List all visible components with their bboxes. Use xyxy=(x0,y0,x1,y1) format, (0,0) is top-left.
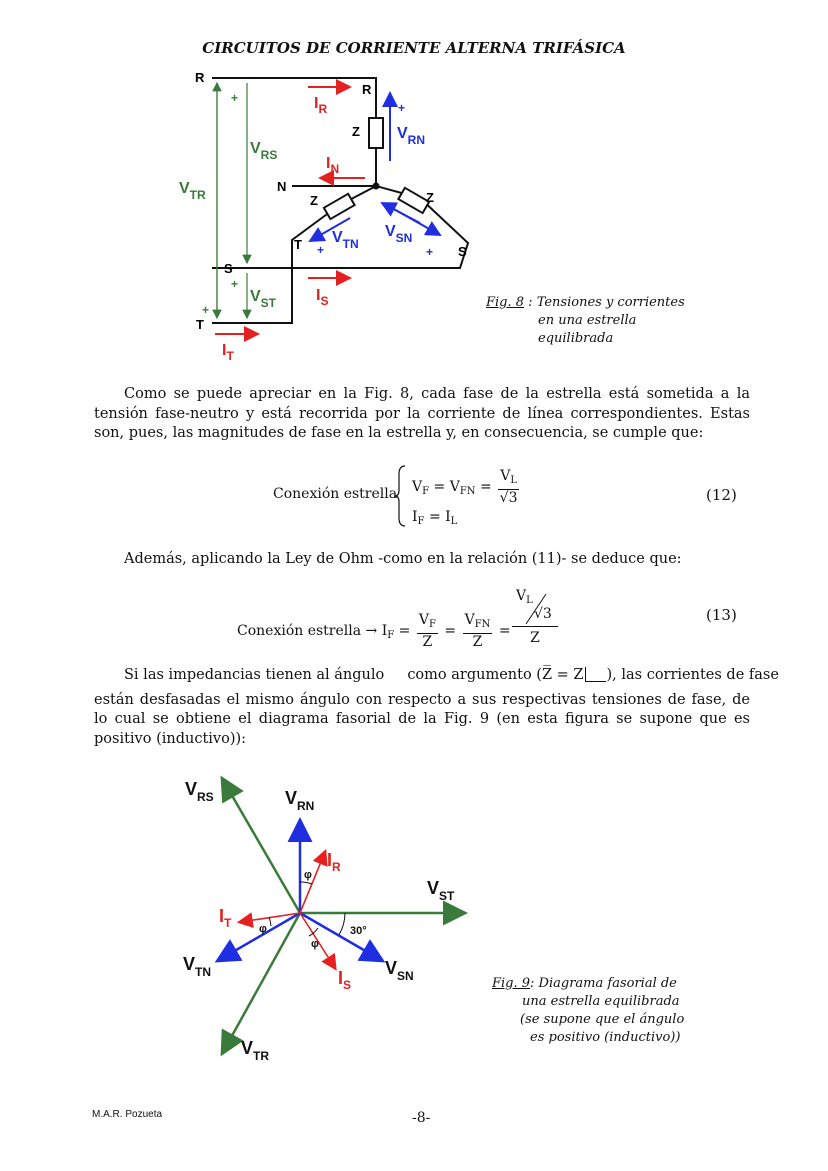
f9-vst: $V_{ST}$ xyxy=(427,878,455,903)
eq12-line1: $V_F = V_{FN}$ = $\frac{V_L}{√3}$ xyxy=(412,468,518,506)
paragraph-2: Además, aplicando la Ley de Ohm -como en la relación (11)- se deduce que: xyxy=(124,551,682,567)
impedance-r xyxy=(369,118,383,148)
f9-angle-30: 30° xyxy=(350,925,367,937)
f9-vsn: $V_{SN}$ xyxy=(385,958,414,983)
label-vsn: $V_{SN}$ xyxy=(385,223,413,245)
f9-ir: $I_R$ xyxy=(327,850,341,874)
label-z-s: Z xyxy=(426,190,434,205)
f9-is: $I_S$ xyxy=(338,968,352,992)
fig9-caption-ref: Fig. 9 xyxy=(492,976,531,991)
eq12-number: (12) xyxy=(706,486,737,504)
f9-phi-1: φ xyxy=(304,869,312,881)
fig8-caption-ref: Fig. 8 xyxy=(486,295,525,310)
label-vtn: $V_{TN}$ xyxy=(332,229,359,251)
node-t: T xyxy=(196,317,204,332)
fig8-caption: Fig. 8 : Tensiones y corrientes en una estrella equilibrada xyxy=(486,295,685,346)
paragraph-3: Si las impedancias tienen al ángulo como argumento (Z̅ = Z ), las corrientes de fase están desfasadas el mismo ángulo con respecto a sus respectivas tensiones de fase, de lo cual se obtiene el diagrama fasorial de la Fig. 9 (en esta figura se supone que es positivo (inductivo)): xyxy=(94,667,779,747)
f9-vtr: $V_{TR}$ xyxy=(241,1038,270,1063)
footer-author: M.A.R. Pozueta xyxy=(92,1109,163,1120)
label-z-t: Z xyxy=(310,193,318,208)
f9-vrs: $V_{RS}$ xyxy=(185,779,214,804)
label-it: $I_T$ xyxy=(222,342,234,363)
label-in: $I_N$ xyxy=(326,155,340,176)
f9-it: $I_T$ xyxy=(219,906,232,930)
f9-vrn: $V_{RN}$ xyxy=(285,788,315,813)
node-s2: S xyxy=(458,244,467,259)
node-n: N xyxy=(277,179,287,194)
eq12-line2: $I_F = I_L$ xyxy=(412,509,458,527)
node-r: R xyxy=(195,70,205,85)
f9-phi-2: φ xyxy=(311,938,319,950)
eq13-number: (13) xyxy=(706,606,737,624)
plus-4: + xyxy=(398,101,406,115)
label-is: $I_S$ xyxy=(316,287,329,308)
footer-page-number: -8- xyxy=(412,1110,431,1126)
label-vtr: $V_{TR}$ xyxy=(179,180,206,202)
fig9-phasor-diagram xyxy=(175,772,475,1072)
node-t2: T xyxy=(294,237,302,252)
node-r2: R xyxy=(362,82,372,97)
eq13-nested-fraction: $V_L$ √3 Z xyxy=(512,588,562,646)
page-header: CIRCUITOS DE CORRIENTE ALTERNA TRIFÁSICA xyxy=(202,39,626,57)
plus-5: + xyxy=(317,243,325,257)
impedance-t xyxy=(324,194,355,219)
label-vrn: $V_{RN}$ xyxy=(397,125,426,147)
node-s: S xyxy=(224,261,233,276)
f9-phi-3: φ xyxy=(259,923,267,935)
plus-3: + xyxy=(202,303,210,317)
plus-1: + xyxy=(231,91,239,105)
eq13-line: Conexión estrella → $I_F$ = $\frac{V_F}{Z}$ = $\frac{V_{FN}}{Z}$ = xyxy=(237,612,511,650)
label-vrs: $V_{RS}$ xyxy=(250,140,278,162)
impedance-s xyxy=(398,188,429,213)
label-z-r: Z xyxy=(352,124,360,139)
fig9-caption: Fig. 9: Diagrama fasorial de una estrella equilibrada (se supone que el ángulo es positivo (inductivo)) xyxy=(492,976,685,1045)
label-vst: $V_{ST}$ xyxy=(250,288,277,310)
eq12-label: Conexión estrella xyxy=(273,486,398,502)
label-ir: $I_R$ xyxy=(314,95,328,116)
plus-2: + xyxy=(231,277,239,291)
fig8-circuit-diagram xyxy=(170,68,490,368)
paragraph-1: Como se puede apreciar en la Fig. 8, cada fase de la estrella está sometida a la tensión fase-neutro y está recorrida por la corriente de línea correspondientes. Estas son, pues, las magnitudes de fase en la estrella y, en consecuencia, se cumple que: xyxy=(94,386,750,441)
f9-vtn: $V_{TN}$ xyxy=(183,954,212,979)
eq12-brace xyxy=(395,464,407,528)
plus-6: + xyxy=(426,245,434,259)
